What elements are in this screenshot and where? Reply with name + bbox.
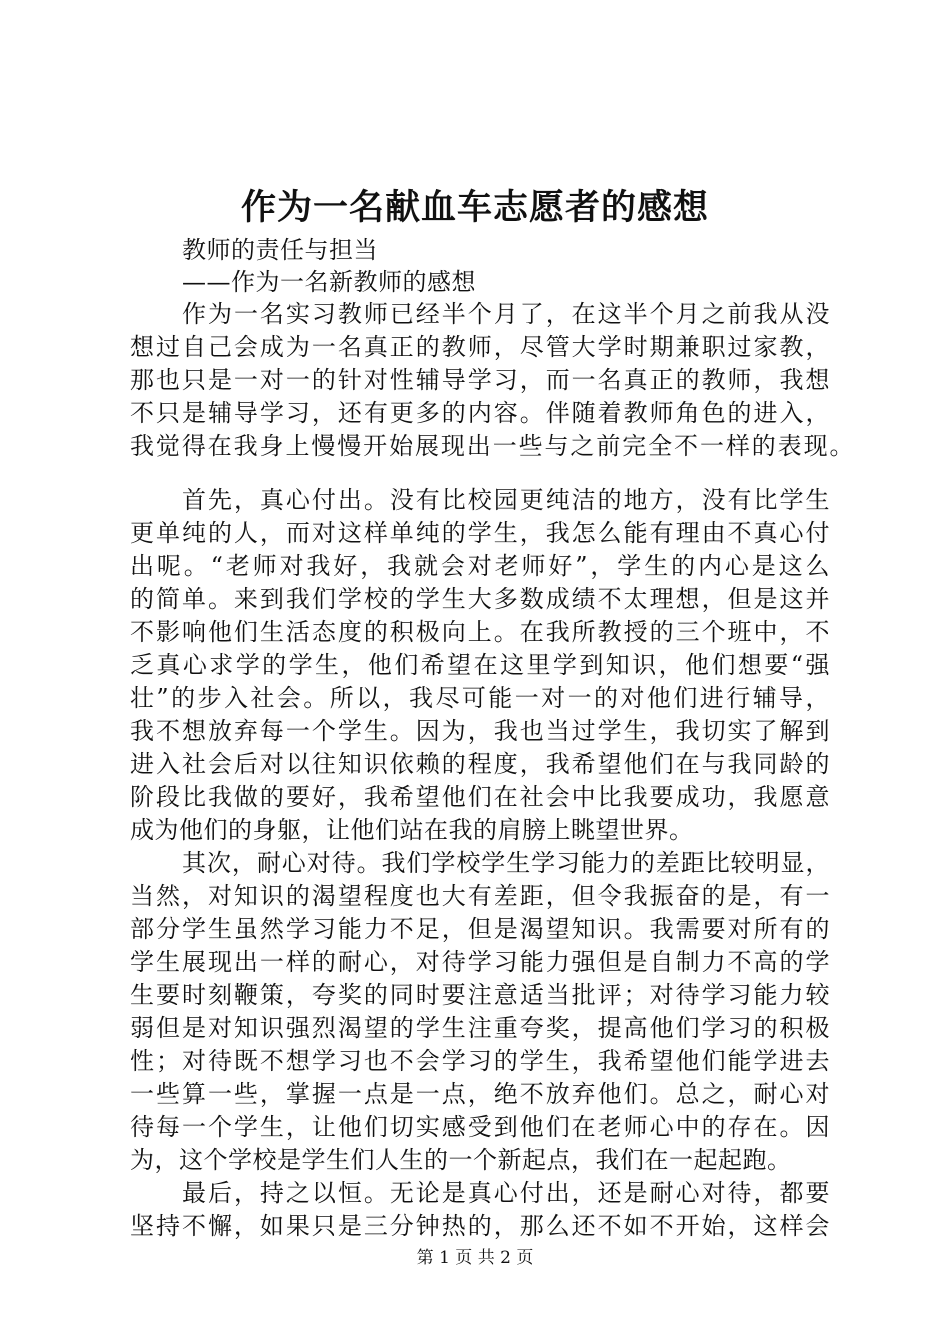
text-line: 坚持不懈，如果只是三分钟热的，那么还不如不开始，这样会 [130, 1212, 830, 1240]
text-line: 其次，耐心对待。我们学校学生学习能力的差距比较明显， [182, 849, 830, 877]
text-line: 性；对待既不想学习也不会学习的学生，我希望他们能学进去 [130, 1047, 830, 1075]
page-title: 作为一名献血车志愿者的感想 [240, 187, 709, 228]
text-line: 我不想放弃每一个学生。因为，我也当过学生，我切实了解到 [130, 717, 830, 745]
text-line: 当然，对知识的渴望程度也大有差距，但令我振奋的是，有一 [130, 882, 830, 910]
text-line: 进入社会后对以往知识依赖的程度，我希望他们在与我同龄的 [130, 750, 830, 778]
text-line: 更单纯的人，而对这样单纯的学生，我怎么能有理由不真心付 [130, 519, 830, 547]
text-line: 部分学生虽然学习能力不足，但是渴望知识。我需要对所有的 [130, 915, 830, 943]
text-line: 的简单。来到我们学校的学生大多数成绩不太理想，但是这并 [130, 585, 830, 613]
text-line: 生要时刻鞭策，夸奖的同时要注意适当批评；对待学习能力较 [130, 981, 830, 1009]
text-line: 壮”的步入社会。所以，我尽可能一对一的对他们进行辅导， [130, 684, 830, 712]
text-line: 阶段比我做的要好，我希望他们在社会中比我要成功，我愿意 [130, 783, 830, 811]
text-line: 乏真心求学的学生，他们希望在这里学到知识，他们想要“强 [130, 651, 830, 679]
text-line: 一些算一些，掌握一点是一点，绝不放弃他们。总之，耐心对 [130, 1080, 830, 1108]
text-line: 为，这个学校是学生们人生的一个新起点，我们在一起起跑。 [130, 1146, 792, 1174]
text-line: 不只是辅导学习，还有更多的内容。伴随着教师角色的进入， [130, 399, 830, 427]
text-line: 成为他们的身躯，让他们站在我的肩膀上眺望世界。 [130, 816, 694, 844]
text-line: 作为一名实习教师已经半个月了，在这半个月之前我从没 [182, 300, 830, 328]
text-line: 我觉得在我身上慢慢开始展现出一些与之前完全不一样的表现。 [130, 432, 854, 460]
text-line: 待每一个学生，让他们切实感受到他们在老师心中的存在。因 [130, 1113, 830, 1141]
text-line: 学生展现出一样的耐心，对待学习能力强但是自制力不高的学 [130, 948, 830, 976]
text-line: 弱但是对知识强烈渴望的学生注重夸奖，提高他们学习的积极 [130, 1014, 830, 1042]
subtitle-new-teacher: ——作为一名新教师的感想 [182, 268, 476, 296]
text-line: 想过自己会成为一名真正的教师，尽管大学时期兼职过家教， [130, 333, 830, 361]
text-line: 出呢。“老师对我好，我就会对老师好”，学生的内心是这么 [130, 552, 830, 580]
page-footer: 第 1 页 共 2 页 [416, 1248, 534, 1268]
text-line: 不影响他们生活态度的积极向上。在我所教授的三个班中，不 [130, 618, 830, 646]
text-line: 那也只是一对一的针对性辅导学习，而一名真正的教师，我想 [130, 366, 830, 394]
subtitle-responsibility: 教师的责任与担当 [182, 236, 378, 264]
text-line: 首先，真心付出。没有比校园更纯洁的地方，没有比学生 [182, 486, 830, 514]
text-line: 最后，持之以恒。无论是真心付出，还是耐心对待，都要 [182, 1179, 830, 1207]
